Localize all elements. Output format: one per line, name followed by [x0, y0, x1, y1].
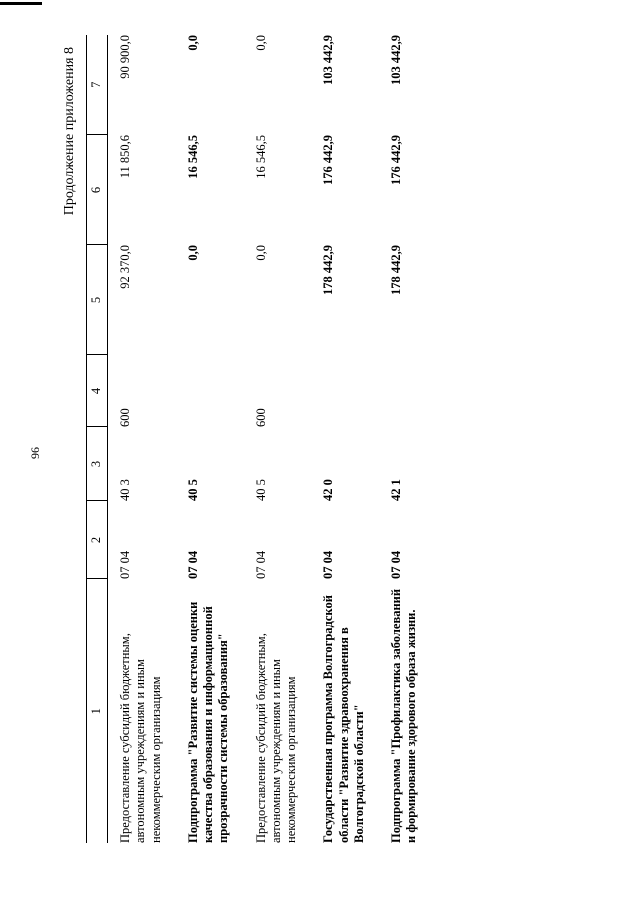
header-row: [87, 35, 108, 843]
header-col-4: 4: [87, 355, 108, 427]
table-row: [321, 35, 389, 843]
row-col7: 103 442,9: [389, 34, 403, 85]
table-row: [186, 35, 254, 843]
row-col7: 103 442,9: [321, 34, 336, 85]
row-section: 07 04: [118, 550, 132, 579]
row-program: 42 0: [321, 478, 336, 501]
header-col-7: 7: [87, 35, 108, 135]
table-row: [389, 35, 442, 843]
header-col-6: 6: [87, 135, 108, 245]
row-expense-type: 600: [118, 407, 132, 427]
row-expense-type: [389, 355, 442, 427]
row-col6: 16 546,5: [253, 134, 268, 179]
header-col-2: 2: [87, 501, 108, 579]
row-col6: 176 442,9: [321, 134, 336, 185]
row-col5: 178 442,9: [389, 244, 403, 295]
row-col5: 0,0: [253, 244, 268, 261]
row-section: 07 04: [185, 550, 200, 579]
row-col6: 176 442,9: [389, 134, 403, 185]
row-name: Подпрограмма "Развитие системы оценки качества образования и информационной прозрачности системы образования": [185, 601, 231, 843]
row-program: 40 5: [253, 478, 268, 501]
row-name: Предоставление субсидий бюджетным, автономным учреждениям и иным некоммерческим организациям: [253, 632, 298, 843]
row-col7: 0,0: [253, 34, 268, 51]
row-col5: 178 442,9: [321, 244, 336, 295]
row-col6: 16 546,5: [185, 134, 200, 179]
row-expense-type: [186, 355, 254, 427]
row-program: 42 1: [389, 478, 403, 501]
header-col-1: 1: [87, 579, 108, 843]
budget-table: [86, 35, 442, 843]
scan-edge-mark: [0, 2, 42, 5]
row-col5: 0,0: [185, 244, 200, 261]
rotated-page: [20, 23, 620, 883]
table-row: [118, 35, 186, 843]
row-col5: 92 370,0: [118, 244, 132, 289]
row-program: 40 5: [185, 478, 200, 501]
row-name: Государственная программа Волгоградской области "Развитие здравоохранения в Волгоградской области": [321, 594, 366, 843]
row-expense-type: [321, 355, 389, 427]
header-col-5: 5: [87, 245, 108, 355]
page-number: 96: [28, 446, 42, 459]
row-name: Подпрограмма "Профилактика заболеваний и формирование здорового образа жизни.: [389, 588, 419, 843]
continuation-caption: Продолжение приложения 8: [62, 46, 77, 215]
row-col7: 90 900,0: [118, 34, 132, 79]
row-col6: 11 850,6: [118, 134, 132, 178]
table-row: [254, 35, 322, 843]
row-section: 07 04: [253, 550, 268, 579]
row-expense-type: 600: [253, 407, 268, 427]
header-col-3: 3: [87, 427, 108, 501]
row-section: 07 04: [321, 550, 336, 579]
row-col7: 0,0: [185, 34, 200, 51]
row-program: 40 3: [118, 478, 132, 501]
row-name: Предоставление субсидий бюджетным, автономным учреждениям и иным некоммерческим организациям: [118, 632, 163, 843]
row-section: 07 04: [389, 550, 403, 579]
